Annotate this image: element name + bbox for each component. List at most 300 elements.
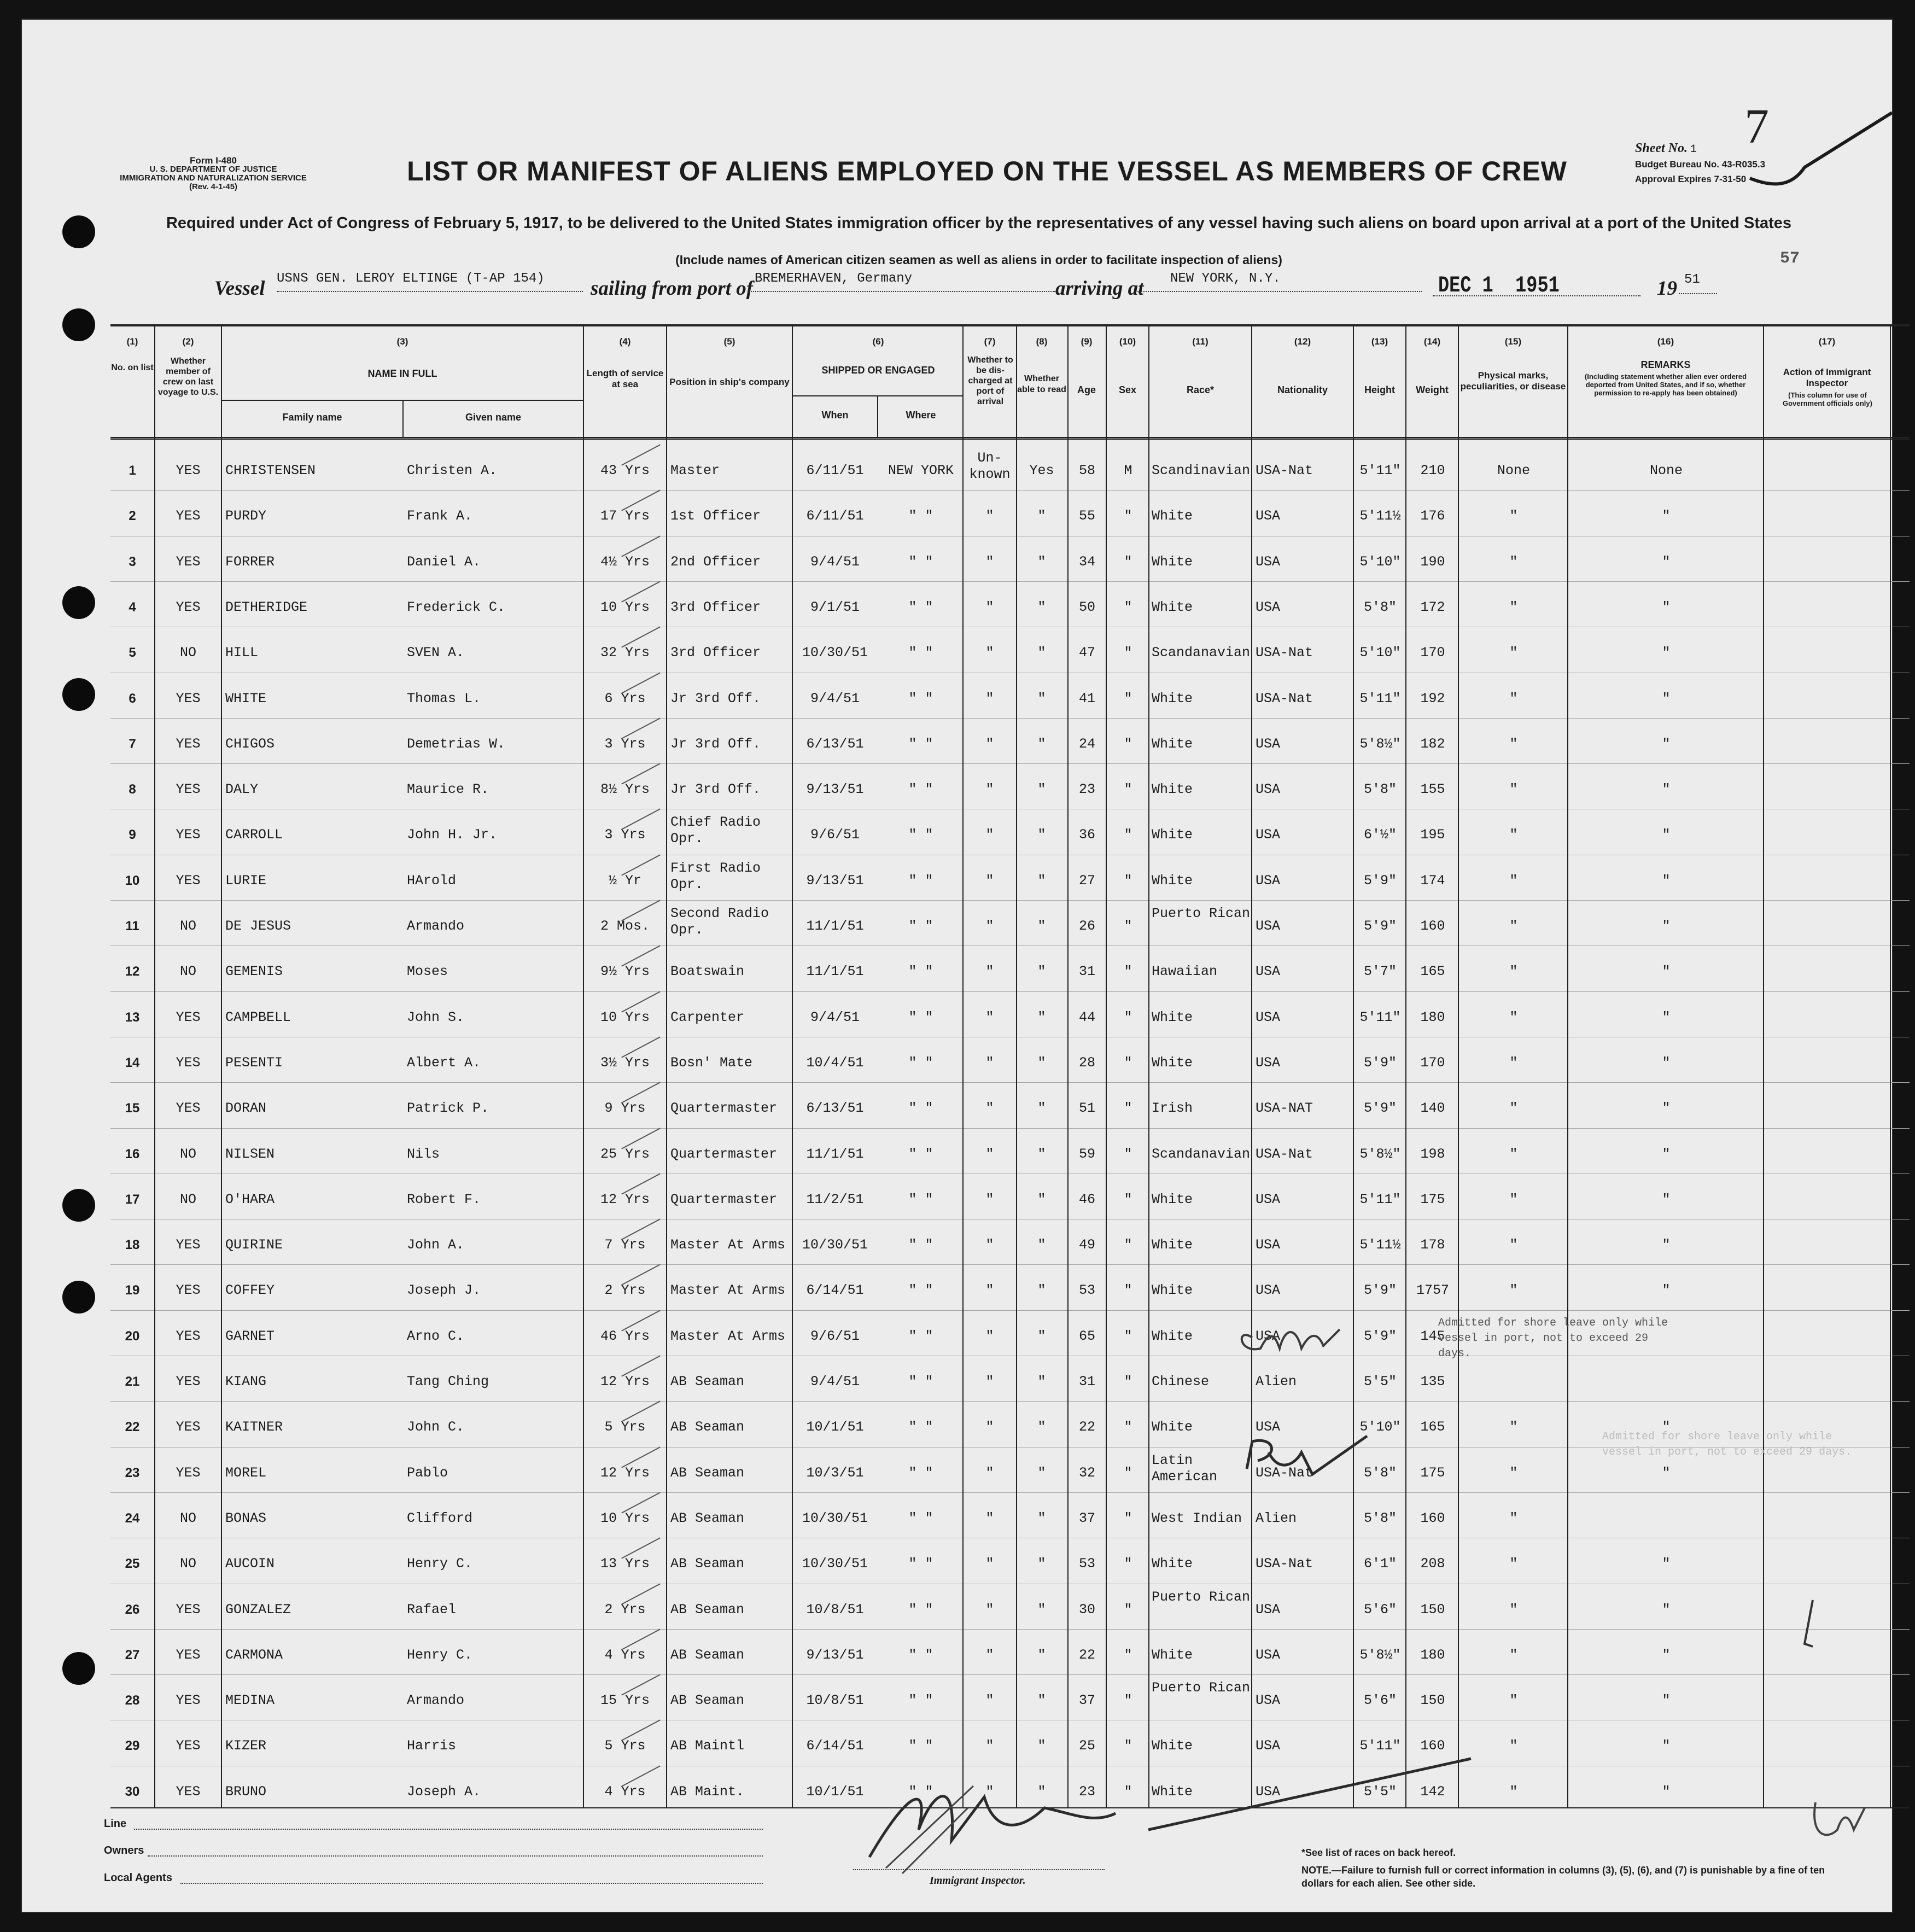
weight: 170 [1420, 645, 1445, 661]
physical-marks: " [1509, 1191, 1518, 1207]
height: 5'9" [1363, 918, 1397, 934]
family-name: FORRER [225, 553, 275, 570]
crew-member-last-voyage: YES [176, 1009, 201, 1025]
column-divider [1890, 324, 1891, 1808]
row-number: 3 [129, 554, 136, 569]
to-be-discharged: " [985, 1054, 994, 1071]
to-be-discharged: " [985, 918, 994, 934]
shipped-where: " " [908, 1009, 933, 1025]
ship-position: Master At Arms [670, 1282, 786, 1299]
col-num-9: (9) [1081, 336, 1093, 347]
remarks: " [1662, 1419, 1671, 1435]
age: 31 [1078, 1374, 1095, 1390]
inspector-label: Immigrant Inspector. [930, 1875, 1026, 1887]
to-be-discharged: " [985, 1100, 994, 1117]
manifest-sheet [21, 19, 1893, 1913]
given-name: HArold [407, 872, 457, 889]
ship-position: Quartermaster [670, 1191, 778, 1207]
shipped-where: " " [908, 736, 933, 752]
weight: 210 [1420, 463, 1445, 478]
length-of-service: 9 Yrs [604, 1100, 646, 1117]
weight: 175 [1420, 1464, 1445, 1481]
header-able-to-read: Whether able to read [1017, 374, 1066, 394]
physical-marks: " [1509, 1009, 1518, 1025]
nationality: USA [1256, 1282, 1281, 1299]
nationality: USA-Nat [1256, 645, 1313, 661]
given-name: Daniel A. [407, 553, 481, 570]
col-num-5: (5) [723, 336, 735, 347]
family-name: GEMENIS [225, 964, 283, 980]
col-num-13: (13) [1371, 336, 1388, 347]
height: 5'10" [1359, 553, 1401, 570]
nationality: USA [1256, 1009, 1281, 1025]
weight: 190 [1420, 553, 1445, 570]
length-of-service: 6 Yrs [604, 690, 646, 707]
family-name: KAITNER [225, 1419, 283, 1435]
vessel-label: Vessel [214, 277, 265, 300]
row-rule [110, 581, 1910, 582]
date-stamp: DEC 1 1951 [1438, 272, 1560, 299]
row-rule [110, 945, 1910, 946]
row-rule [110, 1674, 1910, 1675]
shipped-when: 6/13/51 [806, 1100, 864, 1117]
height: 5'6" [1363, 1692, 1397, 1709]
row-rule [110, 1264, 1910, 1265]
able-to-read: " [1037, 781, 1046, 798]
row-number: 26 [125, 1602, 140, 1617]
race: Puerto Rican [1152, 1680, 1251, 1696]
physical-marks: " [1509, 1510, 1518, 1526]
physical-marks: " [1509, 645, 1518, 661]
nationality: USA [1256, 1419, 1281, 1435]
physical-marks: " [1509, 1692, 1518, 1709]
sheet-handwritten-number: 7 [1744, 100, 1769, 154]
able-to-read: " [1037, 1783, 1046, 1800]
able-to-read: " [1037, 1692, 1046, 1709]
shipped-when: 10/30/51 [802, 1556, 868, 1572]
ship-position: Master At Arms [670, 1237, 786, 1253]
to-be-discharged: " [985, 1146, 994, 1162]
physical-marks: " [1509, 1100, 1518, 1117]
family-name: MOREL [225, 1464, 267, 1481]
name-subcol-divider [402, 400, 404, 438]
family-name: GARNET [225, 1328, 275, 1344]
race: White [1152, 1191, 1193, 1207]
length-of-service: 3½ Yrs [600, 1054, 650, 1071]
age: 30 [1078, 1601, 1095, 1618]
sex: " [1124, 827, 1132, 843]
nationality: USA [1256, 872, 1281, 889]
nationality: USA [1256, 1237, 1281, 1253]
race: White [1152, 1647, 1193, 1663]
able-to-read: " [1037, 1374, 1046, 1390]
crew-member-last-voyage: YES [176, 690, 201, 707]
shipped-where: " " [908, 1601, 933, 1618]
shipped-when: 9/1/51 [810, 599, 860, 615]
race: White [1152, 736, 1193, 752]
footer-owners-label: Owners [104, 1845, 144, 1857]
length-of-service: 7 Yrs [604, 1237, 646, 1253]
given-name: John S. [407, 1009, 465, 1025]
age: 41 [1078, 690, 1095, 707]
nationality: USA-Nat [1256, 1464, 1313, 1481]
crew-member-last-voyage: YES [176, 1783, 201, 1800]
sheet-label: Sheet No. [1635, 141, 1688, 155]
nationality: USA [1256, 553, 1281, 570]
nationality: USA [1256, 1328, 1281, 1344]
family-name: CHRISTENSEN [225, 463, 316, 478]
race: White [1152, 599, 1193, 615]
to-be-discharged: " [985, 1601, 994, 1618]
crew-member-last-voyage: YES [176, 781, 201, 798]
col-num-3: (3) [396, 336, 408, 347]
given-name: Clifford [407, 1510, 473, 1526]
crew-member-last-voyage: YES [176, 1692, 201, 1709]
crew-member-last-voyage: YES [176, 1419, 201, 1435]
family-name: O'HARA [225, 1191, 275, 1207]
remarks: " [1662, 1100, 1671, 1117]
handwritten-initials-mark [1230, 1316, 1356, 1365]
height: 5'9" [1363, 1054, 1397, 1071]
shipped-subheader-rule [793, 395, 964, 396]
age: 46 [1078, 1191, 1095, 1207]
age: 37 [1078, 1692, 1095, 1709]
age: 59 [1078, 1146, 1095, 1162]
race: White [1152, 872, 1193, 889]
race: Scandanavian [1152, 645, 1251, 661]
family-name: DORAN [225, 1100, 267, 1117]
family-name: QUIRINE [225, 1237, 283, 1253]
length-of-service: 12 Yrs [600, 1191, 650, 1207]
family-name: MEDINA [225, 1692, 275, 1709]
nationality: USA [1256, 827, 1281, 843]
ship-position: AB Seaman [670, 1556, 745, 1572]
row-number: 1 [129, 463, 136, 478]
sex: " [1124, 1009, 1132, 1025]
col-num-11: (11) [1192, 336, 1208, 347]
nationality: Alien [1256, 1374, 1297, 1390]
given-name: Arno C. [407, 1328, 465, 1344]
remarks: " [1662, 1237, 1671, 1253]
shipped-where: " " [908, 1374, 933, 1390]
physical-marks: " [1509, 1738, 1518, 1754]
col-num-12: (12) [1294, 336, 1311, 347]
shipped-where: " " [908, 645, 933, 661]
nationality: USA [1256, 1054, 1281, 1071]
given-name: Nils [407, 1146, 440, 1162]
physical-marks: " [1509, 918, 1518, 934]
race: White [1152, 553, 1193, 570]
physical-marks: " [1509, 1237, 1518, 1253]
shore-leave-note: Admitted for shore leave only while vessel in port, not to exceed 29 days. [1438, 1317, 1668, 1360]
col-num-10: (10) [1119, 336, 1136, 347]
col-num-7: (7) [984, 336, 996, 347]
length-of-service: 5 Yrs [604, 1419, 646, 1435]
nationality: USA [1256, 964, 1281, 980]
row-number: 27 [125, 1647, 140, 1662]
year-value: 51 [1684, 272, 1700, 287]
date-underline [1433, 295, 1640, 296]
length-of-service: 4½ Yrs [600, 553, 650, 570]
ship-position: 3rd Officer [670, 645, 761, 661]
to-be-discharged: " [985, 690, 994, 707]
form-revision: (Rev. 4-1-45) [189, 182, 238, 191]
race: White [1152, 690, 1193, 707]
form-agency: U. S. DEPARTMENT OF JUSTICE [149, 165, 277, 174]
shipped-when: 10/1/51 [806, 1783, 864, 1800]
given-name: Henry C. [407, 1556, 473, 1572]
remarks: " [1662, 736, 1671, 752]
sex: " [1124, 1510, 1132, 1526]
shipped-when: 9/6/51 [810, 1328, 860, 1344]
race: Puerto Rican [1152, 1589, 1251, 1605]
physical-marks: " [1509, 690, 1518, 707]
col-num-14: (14) [1423, 336, 1441, 347]
binder-hole [62, 678, 95, 711]
to-be-discharged: " [985, 1374, 994, 1390]
race: White [1152, 1054, 1193, 1071]
race: White [1152, 1783, 1193, 1800]
length-of-service: 4 Yrs [604, 1783, 646, 1800]
weight: 175 [1420, 1191, 1445, 1207]
height: 5'11" [1359, 1191, 1401, 1207]
physical-marks: " [1509, 781, 1518, 798]
ship-position: Chief Radio Opr. [670, 814, 761, 847]
form-service: IMMIGRATION AND NATURALIZATION SERVICE [120, 173, 307, 183]
family-name: PURDY [225, 508, 267, 524]
family-name: CARROLL [225, 827, 283, 843]
crew-member-last-voyage: NO [179, 918, 196, 934]
remarks: " [1662, 827, 1671, 843]
shipped-where: " " [908, 1510, 933, 1526]
height: 5'6" [1363, 1601, 1397, 1618]
age: 65 [1078, 1328, 1095, 1344]
family-name: KIZER [225, 1738, 267, 1754]
length-of-service: 9½ Yrs [600, 964, 650, 980]
age: 53 [1078, 1282, 1095, 1299]
weight: 145 [1420, 1328, 1445, 1344]
crew-member-last-voyage: YES [176, 1647, 201, 1663]
ship-position: AB Seaman [670, 1464, 745, 1481]
row-number: 19 [125, 1283, 140, 1298]
sex: " [1124, 1692, 1132, 1709]
row-rule [110, 1492, 1910, 1493]
col-num-15: (15) [1504, 336, 1522, 347]
remarks: " [1662, 1556, 1671, 1572]
crew-member-last-voyage: YES [176, 1282, 201, 1299]
physical-marks: " [1509, 1282, 1518, 1299]
able-to-read: " [1037, 508, 1046, 524]
row-number: 28 [125, 1693, 140, 1708]
ship-position: AB Seaman [670, 1419, 745, 1435]
ship-position: AB Seaman [670, 1692, 745, 1709]
row-number: 18 [125, 1238, 140, 1253]
length-of-service: 12 Yrs [600, 1464, 650, 1481]
shipped-where: " " [908, 1556, 933, 1572]
race: Chinese [1152, 1374, 1210, 1390]
age: 50 [1078, 599, 1095, 615]
family-name: NILSEN [225, 1146, 275, 1162]
remarks: " [1662, 1647, 1671, 1663]
sex: " [1124, 1282, 1132, 1299]
sex: " [1124, 1237, 1132, 1253]
crew-member-last-voyage: NO [179, 1510, 196, 1526]
given-name: Albert A. [407, 1054, 481, 1071]
crew-member-last-voyage: NO [179, 645, 196, 661]
ship-position: AB Maint. [670, 1783, 745, 1800]
to-be-discharged: " [985, 1191, 994, 1207]
ship-position: Quartermaster [670, 1146, 778, 1162]
weight: 155 [1420, 781, 1445, 798]
sailing-label: sailing from port of [591, 277, 754, 300]
able-to-read: " [1037, 553, 1046, 570]
to-be-discharged: " [985, 553, 994, 570]
height: 5'11" [1359, 690, 1401, 707]
given-name: Rafael [407, 1601, 457, 1618]
crew-member-last-voyage: YES [176, 508, 201, 524]
header-when: When [821, 410, 849, 421]
footer-agents-field [180, 1883, 763, 1884]
age: 23 [1078, 781, 1095, 798]
ship-position: AB Seaman [670, 1374, 745, 1390]
arriving-label: arriving at [1055, 277, 1144, 300]
able-to-read: " [1037, 1009, 1046, 1025]
weight: 170 [1420, 1054, 1445, 1071]
header-position: Position in ship's company [669, 377, 790, 387]
crew-member-last-voyage: YES [176, 1464, 201, 1481]
age: 58 [1078, 463, 1095, 478]
shipped-where: " " [908, 553, 933, 570]
remarks: " [1662, 1009, 1671, 1025]
height: 5'9" [1363, 1100, 1397, 1117]
col-num-16: (16) [1657, 336, 1674, 347]
header-physical-marks: Physical marks, peculiarities, or disease [1460, 370, 1566, 392]
year-underline [1679, 293, 1717, 294]
row-number: 13 [125, 1009, 140, 1025]
shipped-when: 9/4/51 [810, 1009, 860, 1025]
age: 55 [1078, 508, 1095, 524]
length-of-service: 25 Yrs [600, 1146, 650, 1162]
row-rule [110, 1401, 1910, 1402]
length-of-service: 5 Yrs [604, 1738, 646, 1754]
header-remarks: REMARKS [1640, 359, 1691, 370]
header-no-on-list: No. on list [111, 363, 154, 372]
shipped-where: " " [908, 781, 933, 798]
crew-member-last-voyage: NO [179, 1556, 196, 1572]
given-name: John C. [407, 1419, 465, 1435]
races-footnote: *See list of races on back hereof. [1301, 1847, 1456, 1858]
length-of-service: ½ Yr [608, 872, 641, 889]
sex: " [1124, 1191, 1132, 1207]
col-num-17: (17) [1818, 336, 1836, 347]
nationality: USA [1256, 508, 1281, 524]
nationality: USA [1256, 1601, 1281, 1618]
ship-position: Carpenter [670, 1009, 745, 1025]
row-number: 23 [125, 1465, 140, 1480]
family-name: CAMPBELL [225, 1009, 291, 1025]
row-number: 2 [129, 509, 136, 524]
family-name: BRUNO [225, 1783, 267, 1800]
physical-marks: " [1509, 1783, 1518, 1800]
to-be-discharged: " [985, 599, 994, 615]
shipped-where: " " [908, 599, 933, 615]
weight: 208 [1420, 1556, 1445, 1572]
binder-hole [62, 1652, 95, 1685]
nationality: USA-Nat [1256, 1146, 1313, 1162]
row-rule [110, 1310, 1910, 1311]
approval-expiry: Approval Expires 7-31-50 [1635, 174, 1747, 184]
footer-line-field [134, 1829, 763, 1830]
able-to-read: " [1037, 1054, 1046, 1071]
height: 5'11" [1359, 1738, 1401, 1754]
footer-owners-field [148, 1855, 763, 1857]
height: 5'11" [1359, 1009, 1401, 1025]
weight: 142 [1420, 1783, 1445, 1800]
sex: " [1124, 1054, 1132, 1071]
ship-position: AB Seaman [670, 1510, 745, 1526]
shipped-subcol-divider [877, 395, 878, 438]
family-name: DE JESUS [225, 918, 291, 934]
age: 23 [1078, 1783, 1095, 1800]
row-rule [110, 763, 1910, 764]
row-rule [110, 1629, 1910, 1630]
port-underline [749, 291, 1055, 292]
height: 5'5" [1363, 1783, 1397, 1800]
weight: 178 [1420, 1237, 1445, 1253]
length-of-service: 3 Yrs [604, 736, 646, 752]
ship-position: Master At Arms [670, 1328, 786, 1344]
weight: 174 [1420, 872, 1445, 889]
able-to-read: " [1037, 872, 1046, 889]
ship-position: Jr 3rd Off. [670, 690, 761, 707]
row-rule [110, 490, 1910, 491]
binder-hole [62, 215, 95, 248]
age: 49 [1078, 1237, 1095, 1253]
age: 26 [1078, 918, 1095, 934]
given-name: Patrick P. [407, 1100, 489, 1117]
nationality: USA [1256, 736, 1281, 752]
sex: " [1124, 1146, 1132, 1162]
row-number: 12 [125, 964, 140, 979]
shipped-when: 6/11/51 [806, 508, 864, 524]
shipped-when: 9/13/51 [806, 872, 864, 889]
sex: " [1124, 1647, 1132, 1663]
sex: " [1124, 1556, 1132, 1572]
row-number: 15 [125, 1101, 140, 1116]
col-num-1: (1) [126, 336, 138, 347]
family-name: CARMONA [225, 1647, 283, 1663]
family-name: AUCOIN [225, 1556, 275, 1572]
shipped-when: 10/8/51 [806, 1692, 864, 1709]
ship-position: Bosn' Mate [670, 1054, 753, 1071]
given-name: Demetrias W. [407, 736, 506, 752]
to-be-discharged: " [985, 508, 994, 524]
crew-member-last-voyage: NO [179, 964, 196, 980]
sex: " [1124, 1419, 1132, 1435]
family-name: HILL [225, 645, 259, 661]
physical-marks: " [1509, 1464, 1518, 1481]
crew-member-last-voyage: NO [179, 1146, 196, 1162]
shipped-where: " " [908, 918, 933, 934]
shipped-when: 6/11/51 [806, 463, 864, 478]
header-bottom-border-inner [110, 439, 1910, 440]
to-be-discharged: " [985, 1009, 994, 1025]
sex: " [1124, 508, 1132, 524]
age: 36 [1078, 827, 1095, 843]
able-to-read: " [1037, 918, 1046, 934]
row-number: 5 [129, 645, 136, 661]
crew-member-last-voyage: YES [176, 1374, 201, 1390]
